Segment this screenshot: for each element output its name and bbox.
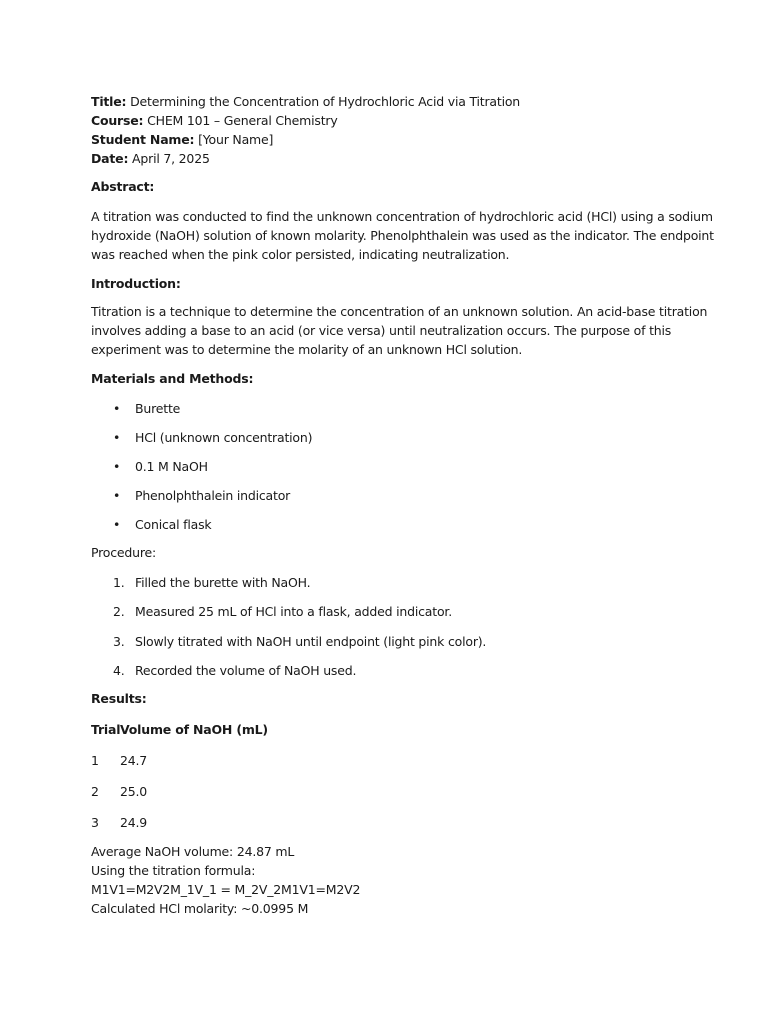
table-cell-volume: 25.0 (120, 784, 148, 799)
course-label: Course: (91, 113, 144, 128)
procedure-step (91, 661, 691, 680)
molarity-line: Calculated HCl molarity: ~0.0995 M (91, 901, 309, 916)
step-number: 1. (113, 575, 125, 590)
results-summary (91, 842, 691, 918)
step-number: 4. (113, 663, 125, 678)
table-cell-trial: 3 (91, 815, 99, 830)
date-line (91, 149, 691, 168)
student-line (91, 130, 691, 149)
average-volume-line: Average NaOH volume: 24.87 mL (91, 844, 295, 859)
abstract-line: A titration was conducted to find the unknown concentration of hydrochloric acid (HCl) using a sodium (91, 209, 713, 224)
bullet-icon: • (113, 459, 121, 474)
step-text: Measured 25 mL of HCl into a flask, added indicator. (135, 604, 452, 619)
introduction-line: Titration is a technique to determine the concentration of an unknown solution. An acid-base titration (91, 304, 708, 319)
course-line (91, 111, 691, 130)
materials-list-item (91, 515, 691, 534)
student-label: Student Name: (91, 132, 195, 147)
formula-line: M1V1=M2V2M_1V_1 = M_2V_2M1V1=M2V2 (91, 882, 361, 897)
introduction-line: experiment was to determine the molarity of an unknown HCl solution. (91, 342, 523, 357)
abstract-line: hydroxide (NaOH) solution of known molarity. Phenolphthalein was used as the indicator. The endpoint (91, 228, 714, 243)
materials-item-label: Phenolphthalein indicator (135, 488, 291, 503)
bullet-icon: • (113, 430, 121, 445)
materials-item-label: Conical flask (135, 517, 212, 532)
introduction-paragraph (91, 302, 708, 359)
materials-item-label: HCl (unknown concentration) (135, 430, 313, 445)
bullet-icon: • (113, 517, 121, 532)
table-cell-volume: 24.9 (120, 815, 148, 830)
title-value: Determining the Concentration of Hydrochloric Acid via Titration (126, 94, 521, 109)
procedure-step (91, 632, 691, 651)
introduction-line: involves adding a base to an acid (or vice versa) until neutralization occurs. The purpose of this (91, 323, 672, 338)
table-cell-trial: 2 (91, 784, 99, 799)
document-header (91, 92, 691, 168)
course-value: CHEM 101 – General Chemistry (143, 113, 338, 128)
title-label: Title: (91, 94, 127, 109)
materials-list-item (91, 457, 691, 476)
title-line (91, 92, 691, 111)
date-label: Date: (91, 151, 129, 166)
materials-list-item (91, 428, 691, 447)
table-header-trial: Trial (91, 722, 121, 737)
step-number: 2. (113, 604, 125, 619)
step-number: 3. (113, 634, 125, 649)
materials-heading: Materials and Methods: (91, 371, 254, 386)
table-header-volume: Volume of NaOH (mL) (120, 722, 268, 737)
results-heading: Results: (91, 691, 147, 706)
step-text: Slowly titrated with NaOH until endpoint (light pink color). (135, 634, 487, 649)
bullet-icon: • (113, 401, 121, 416)
date-value: April 7, 2025 (128, 151, 210, 166)
formula-intro-line: Using the titration formula: (91, 863, 256, 878)
table-cell-trial: 1 (91, 753, 99, 768)
step-text: Filled the burette with NaOH. (135, 575, 311, 590)
materials-list-item (91, 486, 691, 505)
procedure-step (91, 573, 691, 592)
student-value: [Your Name] (194, 132, 274, 147)
procedure-step (91, 602, 691, 621)
materials-item-label: 0.1 M NaOH (135, 459, 208, 474)
materials-item-label: Burette (135, 401, 181, 416)
abstract-paragraph (91, 207, 714, 264)
introduction-heading: Introduction: (91, 276, 181, 291)
materials-list-item (91, 399, 691, 418)
table-cell-volume: 24.7 (120, 753, 148, 768)
step-text: Recorded the volume of NaOH used. (135, 663, 357, 678)
bullet-icon: • (113, 488, 121, 503)
abstract-heading: Abstract: (91, 179, 155, 194)
procedure-heading: Procedure: (91, 545, 157, 560)
abstract-line: was reached when the pink color persisted, indicating neutralization. (91, 247, 510, 262)
